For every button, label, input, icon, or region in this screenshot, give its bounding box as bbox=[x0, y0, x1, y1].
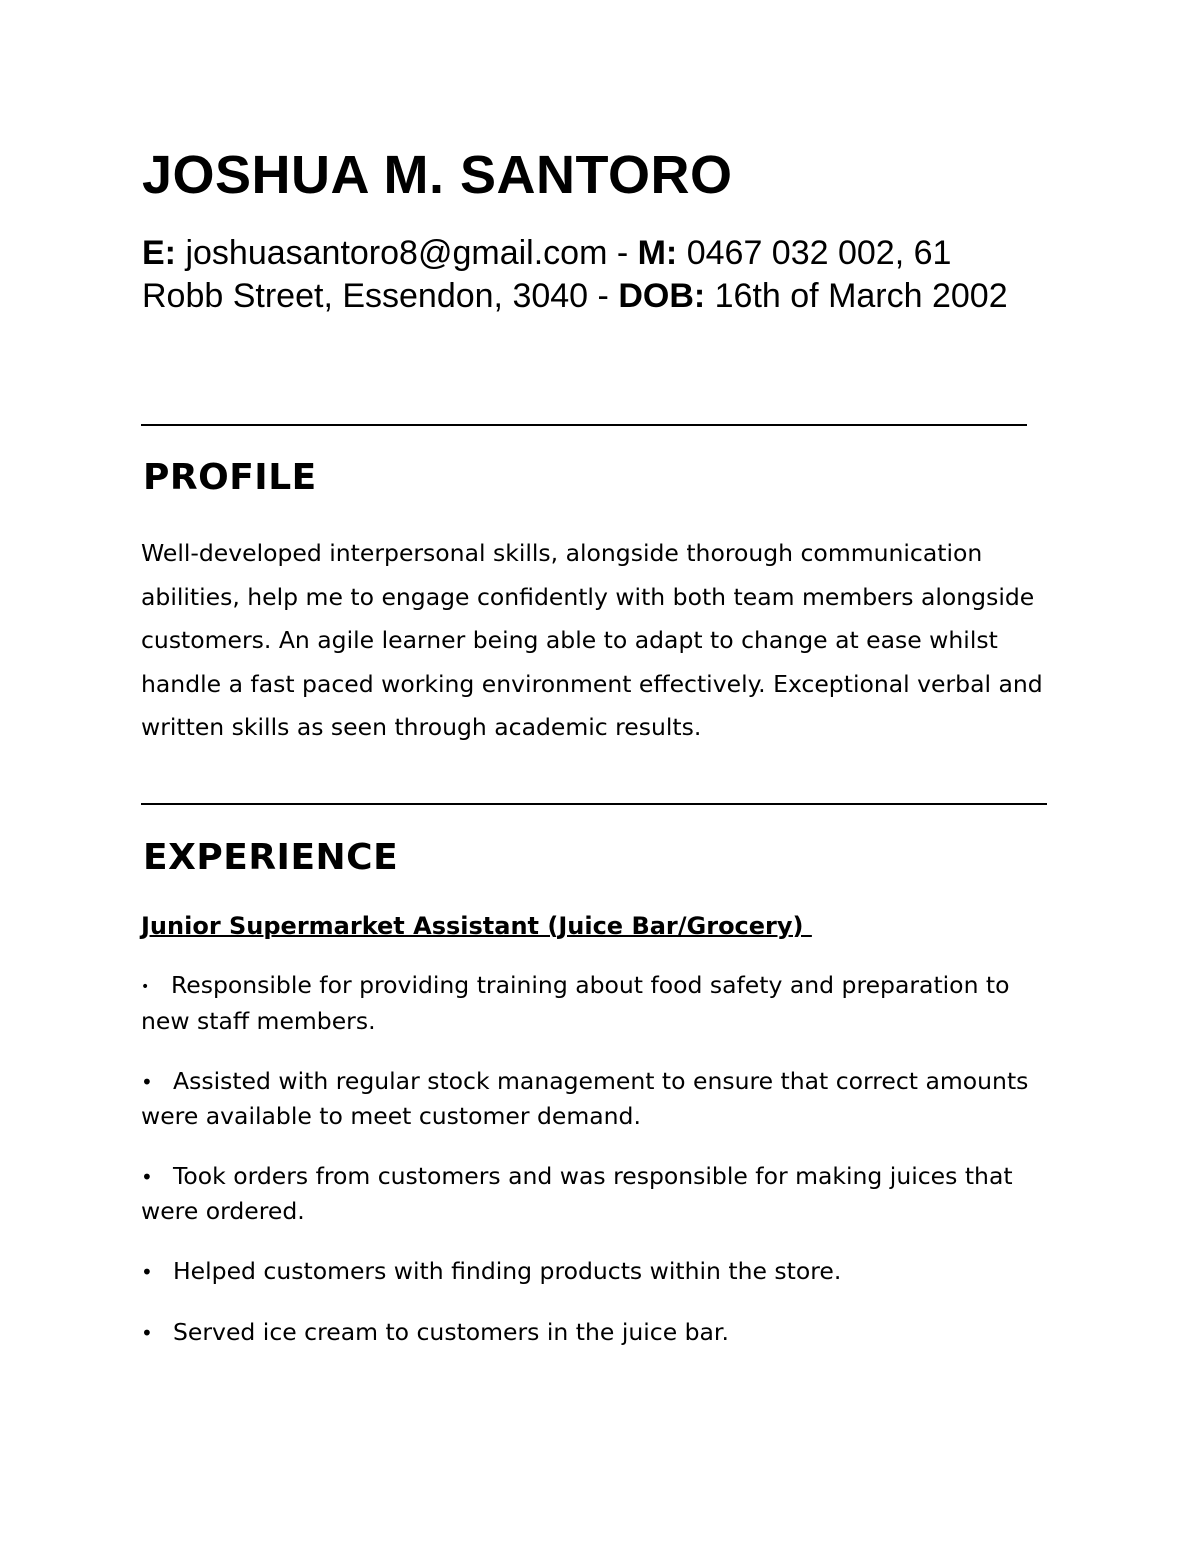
email-label: E: bbox=[142, 234, 176, 272]
experience-heading: EXPERIENCE bbox=[143, 837, 399, 878]
mobile-address-value: 0467 032 002, 61 Robb Street, Essendon, 3040 - bbox=[142, 234, 952, 315]
bullet-icon: • bbox=[141, 1165, 153, 1189]
profile-heading: PROFILE bbox=[143, 457, 317, 498]
email-value: joshuasantoro8@gmail.com - bbox=[176, 234, 638, 272]
divider-rule bbox=[141, 424, 1027, 426]
bullet-text: Responsible for providing training about food safety and preparation to new staff members. bbox=[141, 971, 1010, 1035]
bullet-text: Took orders from customers and was responsible for making juices that were ordered. bbox=[141, 1162, 1013, 1225]
experience-bullet-list bbox=[141, 968, 1061, 1350]
list-item bbox=[141, 1315, 1061, 1350]
mobile-label: M: bbox=[637, 234, 678, 272]
dob-label: DOB: bbox=[618, 277, 706, 315]
bullet-icon: • bbox=[141, 1260, 153, 1284]
bullet-text: Helped customers with finding products within the store. bbox=[173, 1257, 842, 1285]
job-title: Junior Supermarket Assistant (Juice Bar/Grocery) bbox=[141, 912, 812, 940]
profile-paragraph: Well-developed interpersonal skills, alongside thorough communication abilities, help me to engage confidently with both team members alongside customers. An agile learner being able to adapt to change at ease whilst handle a fast paced working environment effectively. Exceptional verbal and written skills as seen through academic results. bbox=[141, 539, 1043, 741]
bullet-text: Assisted with regular stock management to ensure that correct amounts were available to meet customer demand. bbox=[141, 1067, 1029, 1130]
contact-details bbox=[142, 232, 1022, 318]
list-item bbox=[141, 1064, 1061, 1133]
bullet-icon: • bbox=[141, 979, 150, 995]
bullet-text: Served ice cream to customers in the juice bar. bbox=[173, 1318, 729, 1346]
bullet-icon: • bbox=[141, 1070, 153, 1094]
candidate-name: JOSHUA M. SANTORO bbox=[142, 145, 733, 205]
list-item bbox=[141, 968, 1061, 1038]
list-item bbox=[141, 1254, 1061, 1289]
dob-value: 16th of March 2002 bbox=[705, 277, 1008, 315]
divider-rule bbox=[141, 803, 1047, 805]
list-item bbox=[141, 1159, 1061, 1228]
bullet-icon: • bbox=[141, 1321, 153, 1345]
